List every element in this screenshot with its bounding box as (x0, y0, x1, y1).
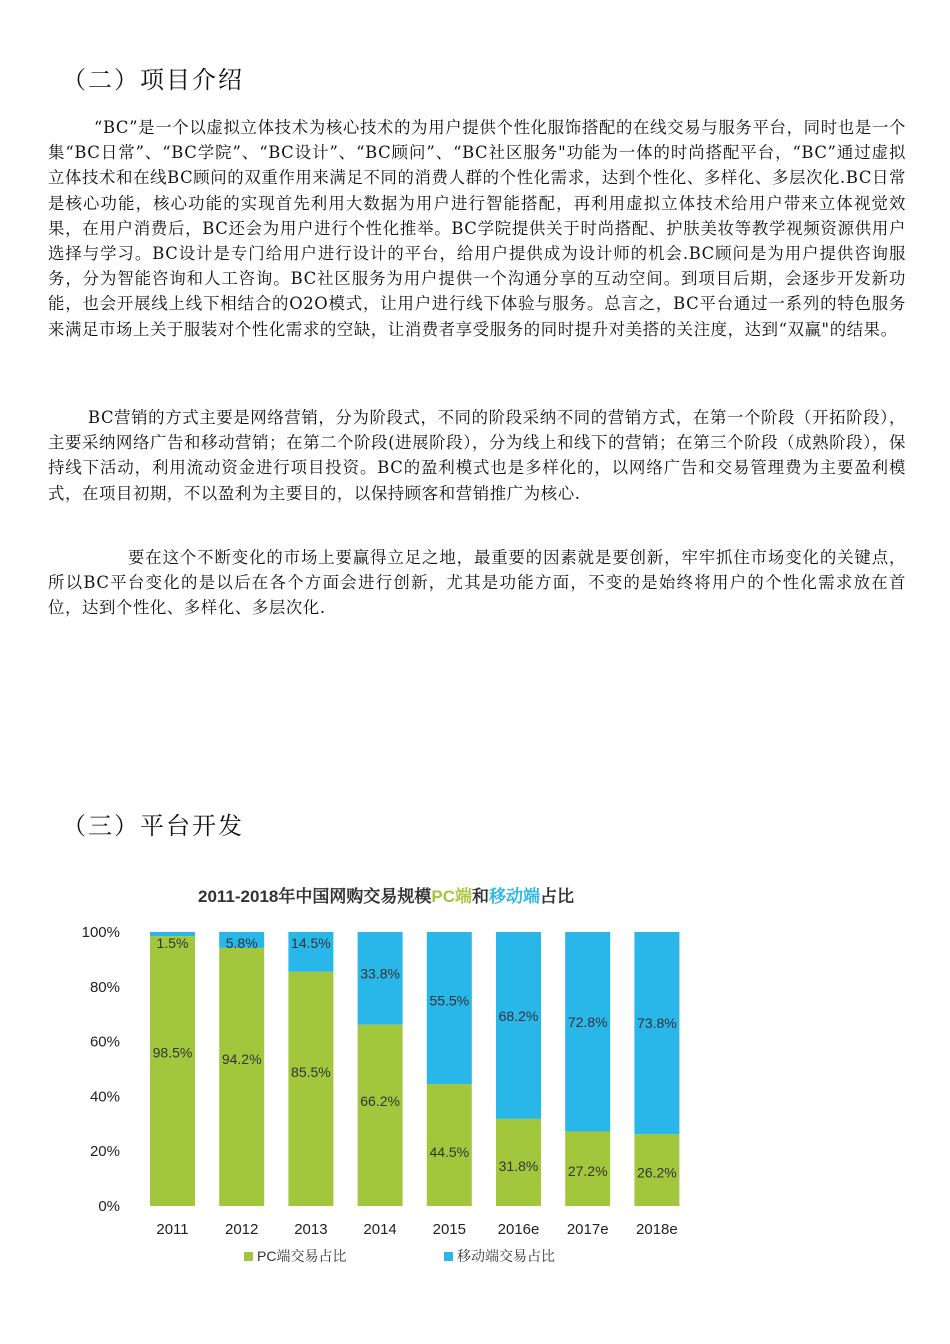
pc-bar (150, 936, 195, 1206)
mobile-bar (496, 932, 541, 1119)
pc-data-label: 31.8% (498, 1158, 539, 1175)
chart-title-part: 和 (472, 887, 489, 906)
mobile-data-label: 55.5% (429, 992, 470, 1009)
y-tick-label: 60% (89, 1033, 120, 1051)
legend-label-mobile: 移动端交易占比 (457, 1248, 555, 1264)
intro-paragraph-1: “BC”是一个以虚拟立体技术为核心技术的为用户提供个性化服饰搭配的在线交易与服务平台，同时也是一个集“BC日常”、“BC学院”、“BC设计”、“BC顾问”、“BC社区服务"功能为一体的时尚搭配平台，“BC”通过虚拟立体技术和在线BC顾问的双重作用来满足不同的消费人群的个性化需求，达到个性化、多样化、多层次化.BC日常是核心功能，核心功能的实现首先利用大数据为用户进行智能搭配，再利用虚拟立体技术给用户带来立体视觉效果，在用户消费后，BC还会为用户进行个性化推举。BC学院提供关于时尚搭配、护肤美妆等教学视频资源供用户选择与学习。BC设计是专门给用户进行设计的平台，给用户提供成为设计师的机会.BC顾问是为用户提供咨询服务，分为智能咨询和人工咨询。BC社区服务为用户提供一个沟通分享的互动空间。到项目后期，会逐步开发新功能，也会开展线上线下相结合的O2O模式，让用户进行线下体验与服务。总言之，BC平台通过一系列的特色服务来满足市场上关于服装对个性化需求的空缺，让消费者享受服务的同时提升对美搭的关注度，达到“双赢"的结果。 (48, 118, 906, 339)
section-3-heading: （三）平台开发 (62, 812, 244, 840)
mobile-data-label: 72.8% (567, 1013, 608, 1030)
x-tick-label: 2014 (363, 1221, 397, 1238)
y-tick-label: 80% (89, 978, 120, 996)
pc-data-label: 26.2% (637, 1164, 677, 1181)
pc-bar (288, 972, 333, 1206)
chart-title-part: 2011-2018年中国网购交易规模 (198, 887, 432, 906)
pc-data-label: 94.2% (221, 1051, 262, 1068)
y-tick-label: 100% (81, 924, 120, 941)
chart-title-part: 占比 (540, 887, 574, 906)
legend-swatch-pc (244, 1252, 253, 1261)
mobile-bar (634, 932, 679, 1134)
x-tick-label: 2018e (636, 1221, 678, 1238)
x-tick-label: 2013 (294, 1221, 328, 1238)
x-tick-label: 2016e (497, 1221, 540, 1238)
legend-label-pc: PC端交易占比 (257, 1248, 347, 1264)
mobile-data-label: 5.8% (225, 935, 258, 951)
mobile-bar (565, 932, 610, 1131)
pc-data-label: 27.2% (567, 1163, 608, 1180)
stacked-bar-chart-svg (68, 868, 704, 1278)
x-tick-label: 2011 (156, 1221, 189, 1238)
chart-title (198, 886, 574, 906)
x-tick-label: 2012 (225, 1221, 259, 1238)
section-2-heading: （二）项目介绍 (62, 66, 244, 94)
x-tick-label: 2015 (432, 1221, 466, 1238)
chart-title-part: PC端 (431, 887, 472, 906)
chart-title-part: 移动端 (489, 887, 540, 906)
pc-data-label: 66.2% (360, 1093, 400, 1110)
pc-data-label: 44.5% (429, 1144, 470, 1161)
mobile-data-label: 73.8% (637, 1014, 677, 1031)
pc-data-label: 98.5% (152, 1044, 193, 1061)
legend-swatch-mobile (444, 1252, 453, 1261)
mobile-data-label: 14.5% (291, 935, 331, 951)
y-tick-label: 40% (89, 1088, 120, 1106)
intro-paragraph-2: BC营销的方式主要是网络营销，分为阶段式，不同的阶段采纳不同的营销方式，在第一个阶段（开拓阶段），主要采纳网络广告和移动营销；在第二个阶段(进展阶段），分为线上和线下的营销；在第三个阶段（成熟阶段），保持线下活动，利用流动资金进行项目投资。BC的盈利模式也是多样化的，以网络广告和交易管理费为主要盈利模式，在项目初期，不以盈利为主要目的，以保持顾客和营销推广为核心. (48, 408, 906, 503)
x-tick-label: 2017e (566, 1221, 609, 1238)
pc-bar (358, 1025, 403, 1206)
market-share-chart (68, 868, 704, 1278)
pc-bar (219, 948, 264, 1206)
mobile-data-label: 33.8% (360, 965, 400, 982)
y-tick-label: 20% (89, 1143, 120, 1161)
pc-data-label: 85.5% (291, 1064, 331, 1081)
intro-paragraph-3: 要在这个不断变化的市场上要赢得立足之地，最重要的因素就是要创新，牢牢抓住市场变化的关键点，所以BC平台变化的是以后在各个方面会进行创新，尤其是功能方面，不变的是始终将用户的个性化需求放在首位，达到个性化、多样化、多层次化. (48, 548, 906, 618)
y-tick-label: 0% (98, 1198, 120, 1215)
mobile-data-label: 68.2% (498, 1008, 539, 1025)
mobile-data-label: 1.5% (156, 935, 189, 951)
